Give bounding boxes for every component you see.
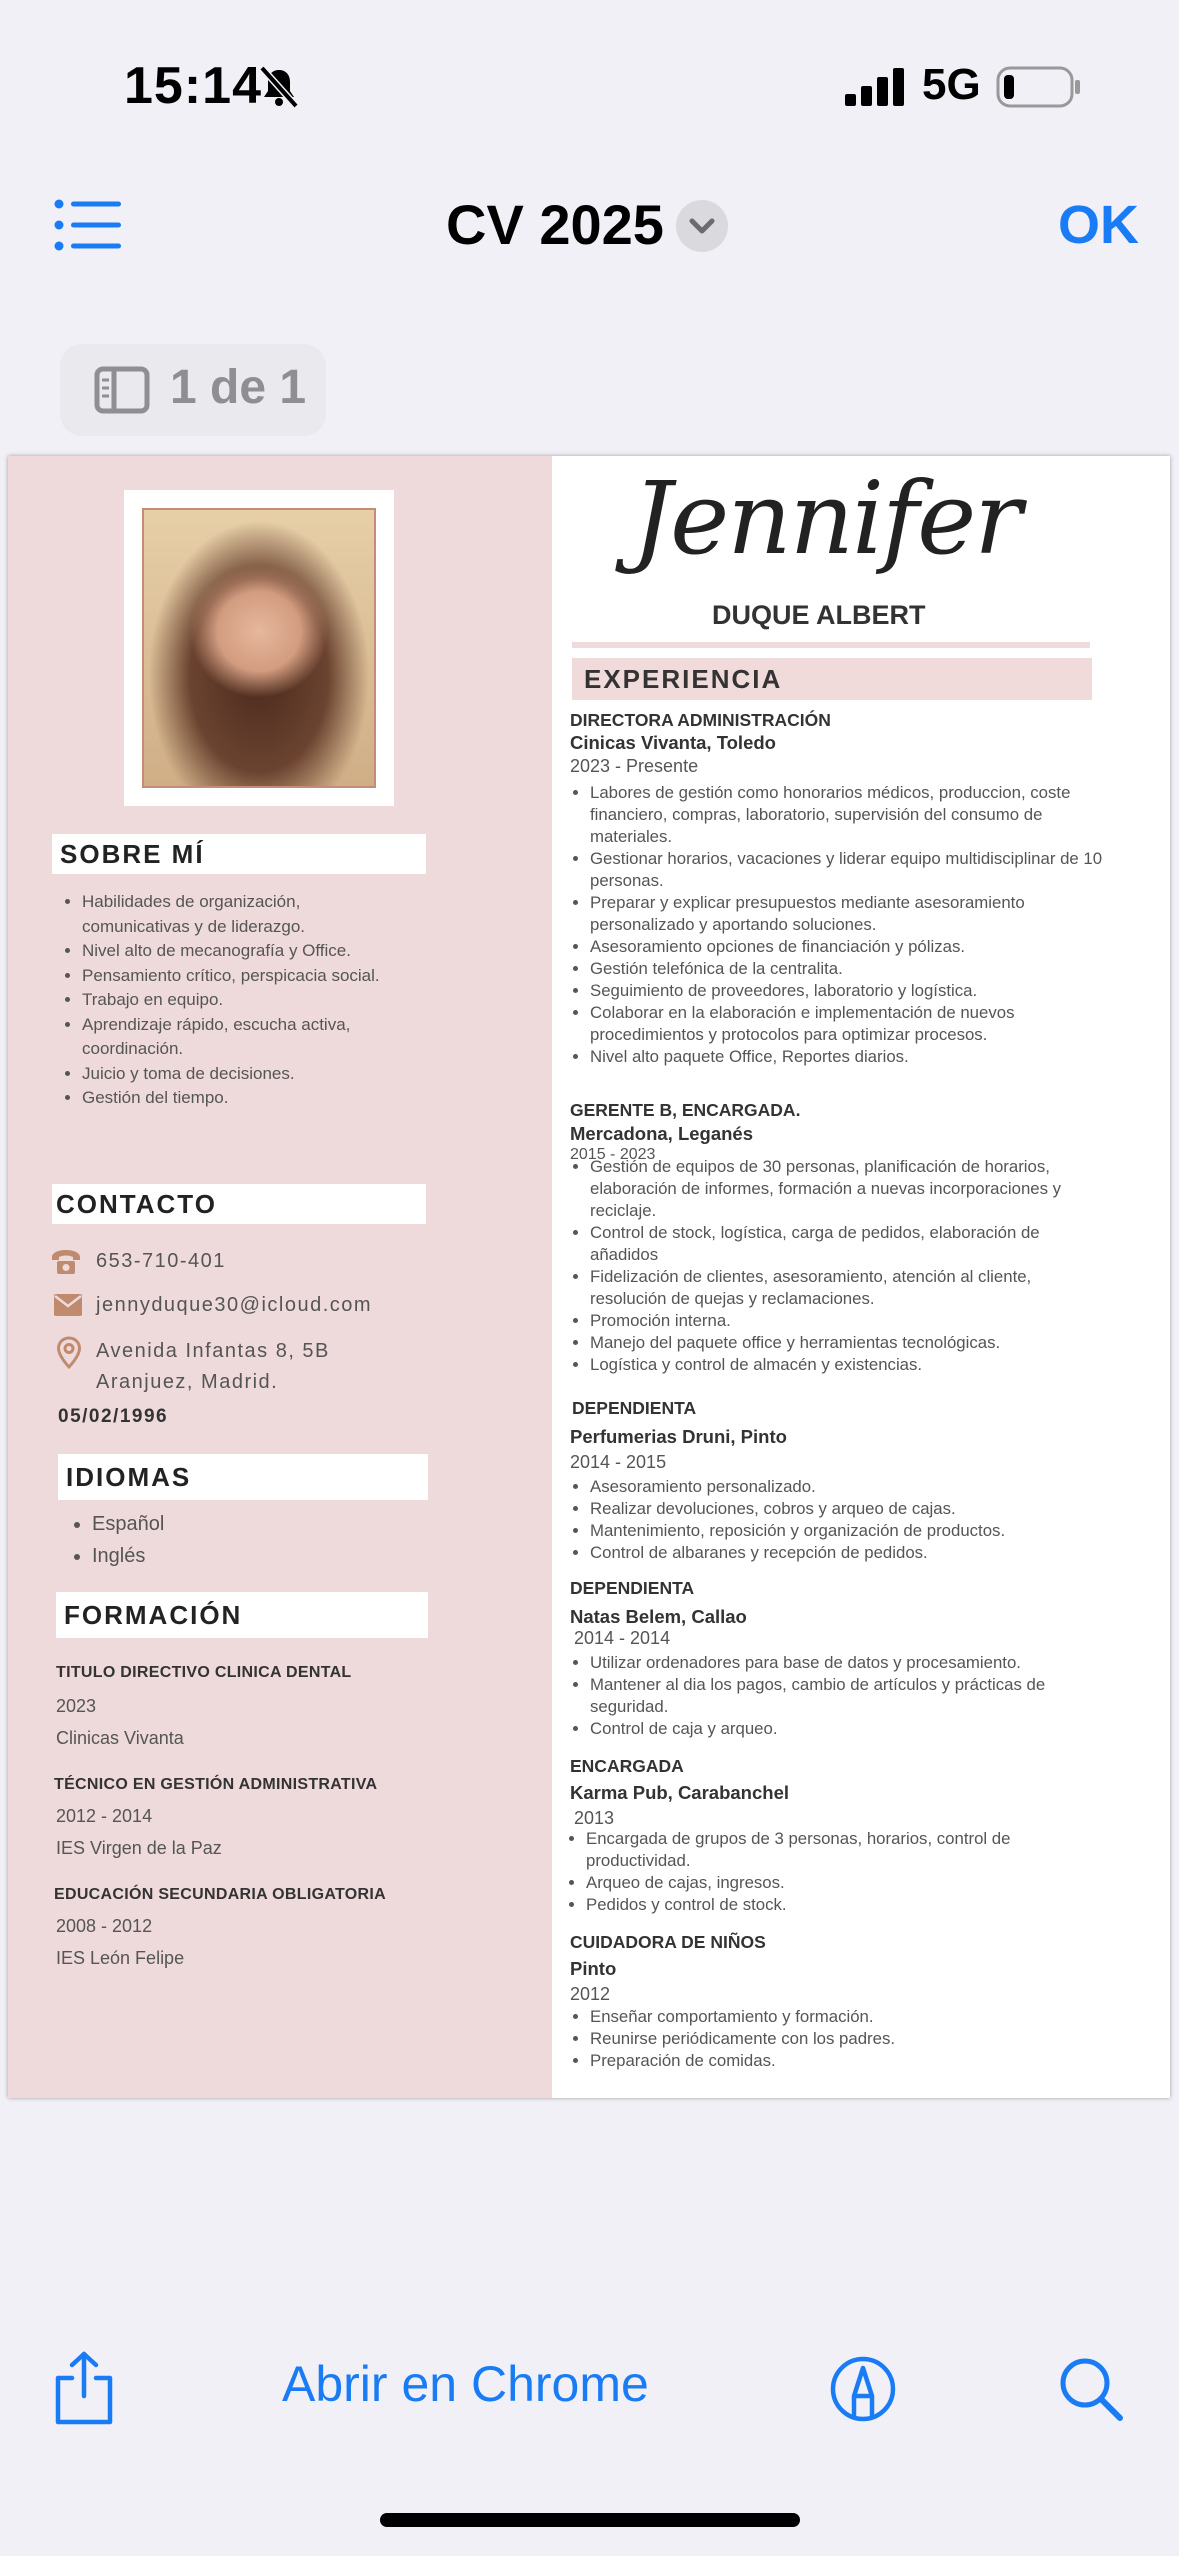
job-dates: 2012 [570,1984,611,2004]
open-in-chrome-button[interactable]: Abrir en Chrome [282,2356,649,2412]
job-duty: • Reunirse periódicamente con los padres. [590,2028,1110,2050]
about-item: • Gestión del tiempo. [82,1086,412,1111]
job-company: Perfumerias Druni, Pinto [570,1426,787,1447]
job-duty: • Labores de gestión como honorarios médicos, produccion, coste financiero, compras, laboratorio, supervisión del consumo de materiales. [590,782,1110,848]
job-company: Mercadona, Leganés [570,1123,754,1144]
job-duties [570,782,1110,1068]
job-duties [566,1828,1106,1916]
contact-birthdate: 05/02/1996 [58,1406,169,1427]
search-icon[interactable] [1058,2356,1124,2422]
education-heading: FORMACIÓN [56,1592,428,1638]
about-item: • Juicio y toma de decisiones. [82,1062,412,1087]
job-company: Cinicas Vivanta, Toledo [570,732,776,753]
job-duty: • Control de albaranes y recepción de pedidos. [590,1542,1110,1564]
education-title: TÉCNICO EN GESTIÓN ADMINISTRATIVA [54,1776,378,1793]
job-duty: • Enseñar comportamiento y formación. [590,2006,1110,2028]
about-item: • Pensamiento crítico, perspicacia social. [82,964,412,989]
job-dates: 2023 - Presente [570,756,699,776]
name-divider [572,642,1090,648]
contact-email: jennyduque30@icloud.com [96,1294,373,1316]
network-label: 5G [922,60,981,109]
job-dates: 2013 [574,1808,615,1828]
job-title: DIRECTORA ADMINISTRACIÓN [570,710,831,730]
job-duty: • Logística y control de almacén y existencias. [590,1354,1110,1376]
job-duty: • Gestión de equipos de 30 personas, planificación de horarios, elaboración de informes, formación a nuevas incorporaciones y reciclaje. [590,1156,1110,1222]
home-indicator[interactable] [380,2513,800,2527]
contact-phone: 653-710-401 [96,1250,226,1272]
signal-icon [845,68,907,106]
language-item: • Español [92,1508,164,1540]
job-dates: 2014 - 2015 [570,1452,667,1472]
education-place: IES Virgen de la Paz [56,1838,222,1858]
job-dates: 2014 - 2014 [574,1628,671,1648]
signature-first-name: Jennifer [632,460,1021,577]
education-place: Clinicas Vivanta [56,1728,184,1748]
job-title: DEPENDIENTA [572,1398,697,1418]
job-duties [570,1476,1110,1564]
share-icon[interactable] [52,2350,116,2426]
about-item: • Trabajo en equipo. [82,988,412,1013]
job-duty: • Mantenimiento, reposición y organización de productos. [590,1520,1110,1542]
job-company: Karma Pub, Carabanchel [570,1782,789,1803]
profile-photo [142,508,376,788]
job-title: CUIDADORA DE NIÑOS [570,1932,766,1952]
job-duty: • Gestionar horarios, vacaciones y liderar equipo multidisciplinar de 10 personas. [590,848,1110,892]
title-menu-button[interactable] [676,200,728,252]
job-duty: • Seguimiento de proveedores, laboratorio y logística. [590,980,1110,1002]
language-item: • Inglés [92,1540,164,1572]
chevron-down-icon [676,200,728,252]
job-duty: • Asesoramiento opciones de financiación y pólizas. [590,936,1110,958]
job-duty: • Control de stock, logística, carga de pedidos, elaboración de añadidos [590,1222,1110,1266]
mail-icon [54,1294,82,1316]
job-duty: • Encargada de grupos de 3 personas, horarios, control de productividad. [586,1828,1106,1872]
job-duty: • Mantener al dia los pagos, cambio de artículos y prácticas de seguridad. [590,1674,1110,1718]
outline-list-icon[interactable] [54,198,122,252]
about-item: • Habilidades de organización, comunicativas y de liderazgo. [82,890,412,939]
job-company: Natas Belem, Callao [570,1606,747,1627]
location-pin-icon [56,1336,82,1370]
job-title: DEPENDIENTA [570,1578,695,1598]
job-company: Pinto [570,1958,617,1979]
cv-right-column [552,456,1170,2098]
job-duty: • Fidelización de clientes, asesoramiento, atención al cliente, resolución de quejas y reclamaciones. [590,1266,1110,1310]
contact-address-line1: Avenida Infantas 8, 5B [96,1340,330,1362]
job-duty: • Gestión telefónica de la centralita. [590,958,1110,980]
education-date: 2008 - 2012 [56,1916,153,1936]
job-duties [570,1156,1110,1376]
job-title: ENCARGADA [570,1756,684,1776]
cv-left-column [8,456,552,2098]
job-duty: • Control de caja y arqueo. [590,1718,1110,1740]
job-duties [570,2006,1110,2072]
job-duty: • Arqueo de cajas, ingresos. [586,1872,1106,1894]
sidebar-pages-icon [94,366,150,414]
last-name: DUQUE ALBERT [712,600,926,630]
education-title: TITULO DIRECTIVO CLINICA DENTAL [56,1664,352,1681]
job-duty: • Nivel alto paquete Office, Reportes diarios. [590,1046,1110,1068]
experience-heading: EXPERIENCIA [572,658,1092,700]
job-duty: • Pedidos y control de stock. [586,1894,1106,1916]
job-duty: • Preparación de comidas. [590,2050,1110,2072]
markup-pen-icon[interactable] [830,2356,896,2422]
education-title: EDUCACIÓN SECUNDARIA OBLIGATORIA [54,1886,386,1903]
about-item: • Nivel alto de mecanografía y Office. [82,939,412,964]
job-duty: • Promoción interna. [590,1310,1110,1332]
cv-document [8,456,1170,2098]
job-duties [570,1652,1110,1740]
status-time: 15:14 [124,57,262,115]
job-duty: • Realizar devoluciones, cobros y arqueo de cajas. [590,1498,1110,1520]
page-count: 1 de 1 [170,361,307,414]
job-duty: • Asesoramiento personalizado. [590,1476,1110,1498]
document-title[interactable]: CV 2025 [446,193,664,256]
phone-icon [50,1248,82,1276]
bell-slash-icon [256,64,302,110]
job-duty: • Utilizar ordenadores para base de datos y procesamiento. [590,1652,1110,1674]
about-heading: SOBRE MÍ [52,834,426,874]
contact-address-line2: Aranjuez, Madrid. [96,1371,279,1393]
education-date: 2012 - 2014 [56,1806,153,1826]
job-duty: • Colaborar en la elaboración e implementación de nuevos procedimientos y protocolos para optimizar procesos. [590,1002,1110,1046]
education-place: IES León Felipe [56,1948,185,1968]
languages-heading: IDIOMAS [58,1454,428,1500]
about-list [52,890,412,1111]
languages-list [62,1508,164,1572]
profile-photo-frame [124,490,394,806]
education-date: 2023 [56,1696,97,1716]
job-dates: 2015 - 2023 [570,1146,656,1163]
about-item: • Aprendizaje rápido, escucha activa, coordinación. [82,1013,412,1062]
job-duty: • Manejo del paquete office y herramientas tecnológicas. [590,1332,1110,1354]
job-duty: • Preparar y explicar presupuestos mediante asesoramiento personalizado y aportando soluciones. [590,892,1110,936]
battery-icon [996,66,1082,108]
page-indicator[interactable] [60,344,326,436]
job-title: GERENTE B, ENCARGADA. [570,1100,801,1120]
contact-heading: CONTACTO [52,1184,426,1224]
ok-button[interactable]: OK [1058,195,1139,255]
